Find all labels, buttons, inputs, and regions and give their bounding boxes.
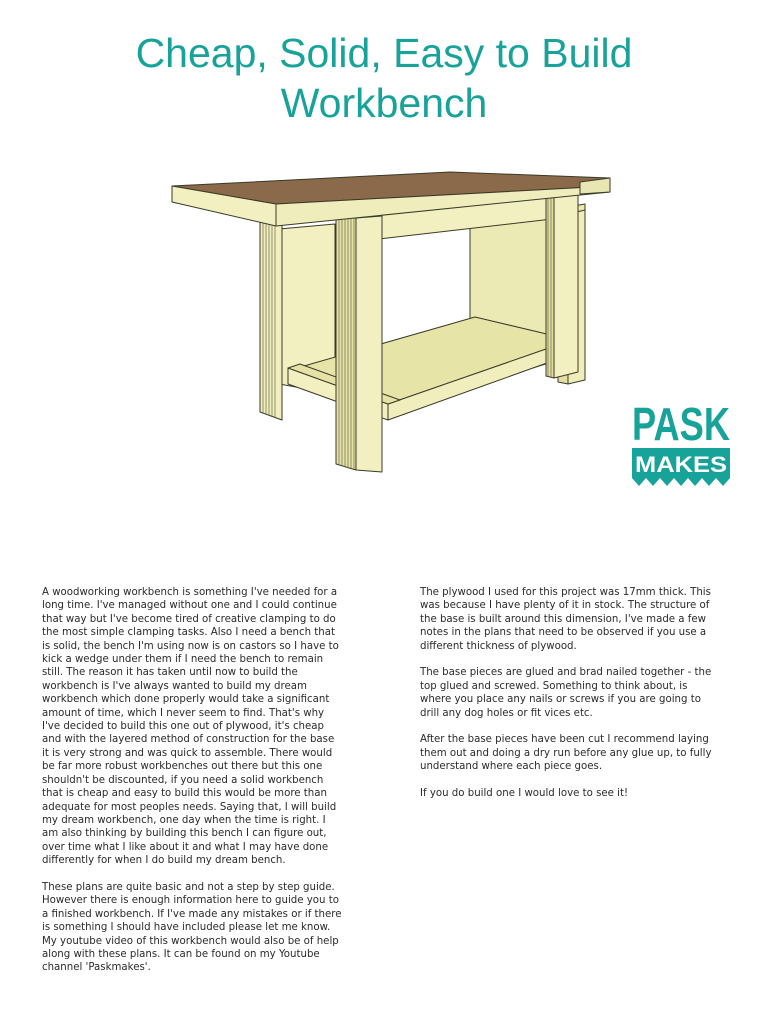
- logo-word-makes: MAKES: [635, 452, 727, 477]
- paragraph: The base pieces are glued and brad nailed together - the top glued and screwed. Something to think about, is where you place any nails or screws if you are going to drill any dog holes or fit vices etc.: [420, 667, 712, 719]
- left-text-column: [42, 586, 342, 988]
- page-title: [0, 28, 768, 128]
- paragraph: These plans are quite basic and not a step by step guide. However there is enough information here to guide you to a finished workbench. If I've made any mistakes or if there is something I should have included please let me know.: [42, 881, 342, 934]
- front-left-leg: [356, 216, 382, 472]
- paragraph: A woodworking workbench is something I've needed for a long time. I've managed without one and I could continue that way but I've become tired of creative clamping to do the most simple clamping tasks. Also I need a bench that is solid, the bench I'm using now is on castors so I have to kick a wedge under them if I need the bench to remain still. The reason it has taken until now to build the workbench is I've always wanted to build my dream workbench which done properly would take a significant amount of time, which I never seem to find. That's why I've decided to build this one out of plywood, it's cheap and with the layered method of construction for the base it is very strong and was quick to assemble. There would be far more robust workbenches out there but this one shouldn't be discounted, if you need a solid workbench that is cheap and easy to build this would be more than adequate for most peoples needs. Saying that, I will build my dream workbench, one day when the time is right. I am also thinking by building this bench I can figure out, over time what I like about it and what I may have done differently for when I do build my dream bench.: [42, 587, 339, 867]
- page-title-line2: Workbench: [280, 80, 488, 126]
- paragraph: The plywood I used for this project was 17mm thick. This was because I have plenty of it in stock. The structure of the base is built around this dimension, I've made a few notes in the plans that need to be observed if you use a different thickness of plywood.: [420, 587, 711, 652]
- workbench-illustration: [160, 172, 620, 492]
- paskmakes-logo: [628, 392, 734, 498]
- paragraph: After the base pieces have been cut I recommend laying them out and doing a dry run before any glue up, to fully understand where each piece goes.: [420, 734, 712, 773]
- front-right-leg: [554, 192, 578, 378]
- right-text-column: [420, 586, 720, 814]
- page-title-line1: Cheap, Solid, Easy to Build: [135, 30, 633, 76]
- logo-word-pask: PASK: [632, 398, 730, 450]
- paragraph: My youtube video of this workbench would also be of help along with these plans. It can be found on my Youtube channel 'Paskmakes'.: [42, 935, 339, 974]
- paragraph: If you do build one I would love to see it!: [420, 788, 629, 800]
